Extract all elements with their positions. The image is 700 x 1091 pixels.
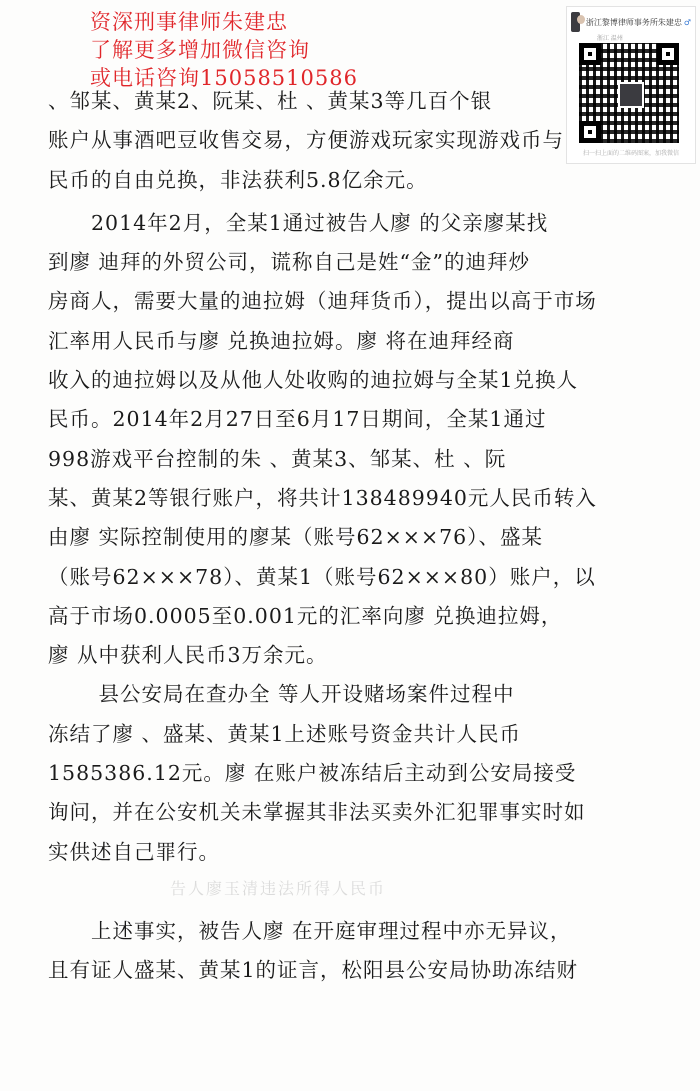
wechat-name: 浙江黎博律师事务所朱建忠 bbox=[585, 17, 682, 27]
qr-avatar bbox=[618, 82, 644, 108]
text-line: 到廖 迪拜的外贸公司，谎称自己是姓“金”的迪拜炒 bbox=[48, 250, 530, 275]
text-line: 询问，并在公安机关未掌握其非法买卖外汇犯罪事实时如 bbox=[48, 800, 586, 825]
wechat-qr-card bbox=[566, 6, 696, 164]
wechat-region: 浙江 温州 bbox=[597, 35, 623, 42]
text-line: 实供述自己罪行。 bbox=[48, 839, 220, 864]
text-line: 廖 从中获利人民币3万余元。 bbox=[48, 643, 328, 668]
text-line: 1585386.12元。廖 在账户被冻结后主动到公安局接受 bbox=[48, 761, 577, 786]
text-line: 民币的自由兑换，非法获利5.8亿余元。 bbox=[48, 167, 428, 192]
ad-line: 资深刑事律师朱建忠 bbox=[90, 10, 288, 34]
avatar bbox=[571, 12, 580, 32]
text-line: 县公安局在查办全 等人开设赌场案件过程中 bbox=[48, 682, 515, 707]
male-icon: ♂ bbox=[683, 17, 691, 27]
text-line: 高于市场0.0005至0.001元的汇率向廖 兑换迪拉姆， bbox=[48, 603, 563, 628]
document-body bbox=[48, 82, 608, 991]
text-line: 民币。2014年2月27日至6月17日期间，全某1通过 bbox=[48, 407, 547, 432]
text-line: 账户从事酒吧豆收售交易，方便游戏玩家实现游戏币与 bbox=[48, 128, 564, 153]
qr-caption: 扫一扫上面的二维码图案，加我微信 bbox=[582, 150, 679, 157]
text-line: 2014年2月，全某1通过被告人廖 的父亲廖某找 bbox=[48, 210, 549, 235]
bleed-through-text: 告人廖玉清违法所得人民币 bbox=[170, 879, 387, 898]
text-line: 某、黄某2等银行账户，将共计138489940元人民币转入 bbox=[48, 485, 597, 510]
text-line: 998游戏平台控制的朱 、黄某3、邹某、杜 、阮 bbox=[48, 446, 507, 471]
text-line: 汇率用人民币与廖 兑换迪拉姆。廖 将在迪拜经商 bbox=[48, 328, 515, 353]
text-line: （账号62×××78）、黄某1（账号62×××80）账户，以 bbox=[48, 564, 596, 589]
text-line: 房商人，需要大量的迪拉姆（迪拜货币），提出以高于市场 bbox=[48, 289, 597, 314]
text-line: 冻结了廖 、盛某、黄某1上述账号资金共计人民币 bbox=[48, 721, 522, 746]
ad-line: 或电话咨询15058510586 bbox=[90, 66, 358, 90]
text-line: 且有证人盛某、黄某1的证言，松阳县公安局协助冻结财 bbox=[48, 958, 579, 983]
lawyer-advertisement bbox=[90, 8, 358, 92]
text-line: 、邹某、黄某2、阮某、杜 、黄某3等几百个银 bbox=[48, 89, 493, 113]
text-line: 由廖 实际控制使用的廖某（账号62×××76）、盛某 bbox=[48, 525, 543, 550]
text-line: 上述事实，被告人廖 在开庭审理过程中亦无异议， bbox=[48, 918, 572, 943]
qr-code-icon bbox=[579, 43, 679, 143]
text-line: 收入的迪拉姆以及从他人处收购的迪拉姆与全某1兑换人 bbox=[48, 368, 579, 393]
ad-line: 了解更多增加微信咨询 bbox=[90, 38, 310, 62]
